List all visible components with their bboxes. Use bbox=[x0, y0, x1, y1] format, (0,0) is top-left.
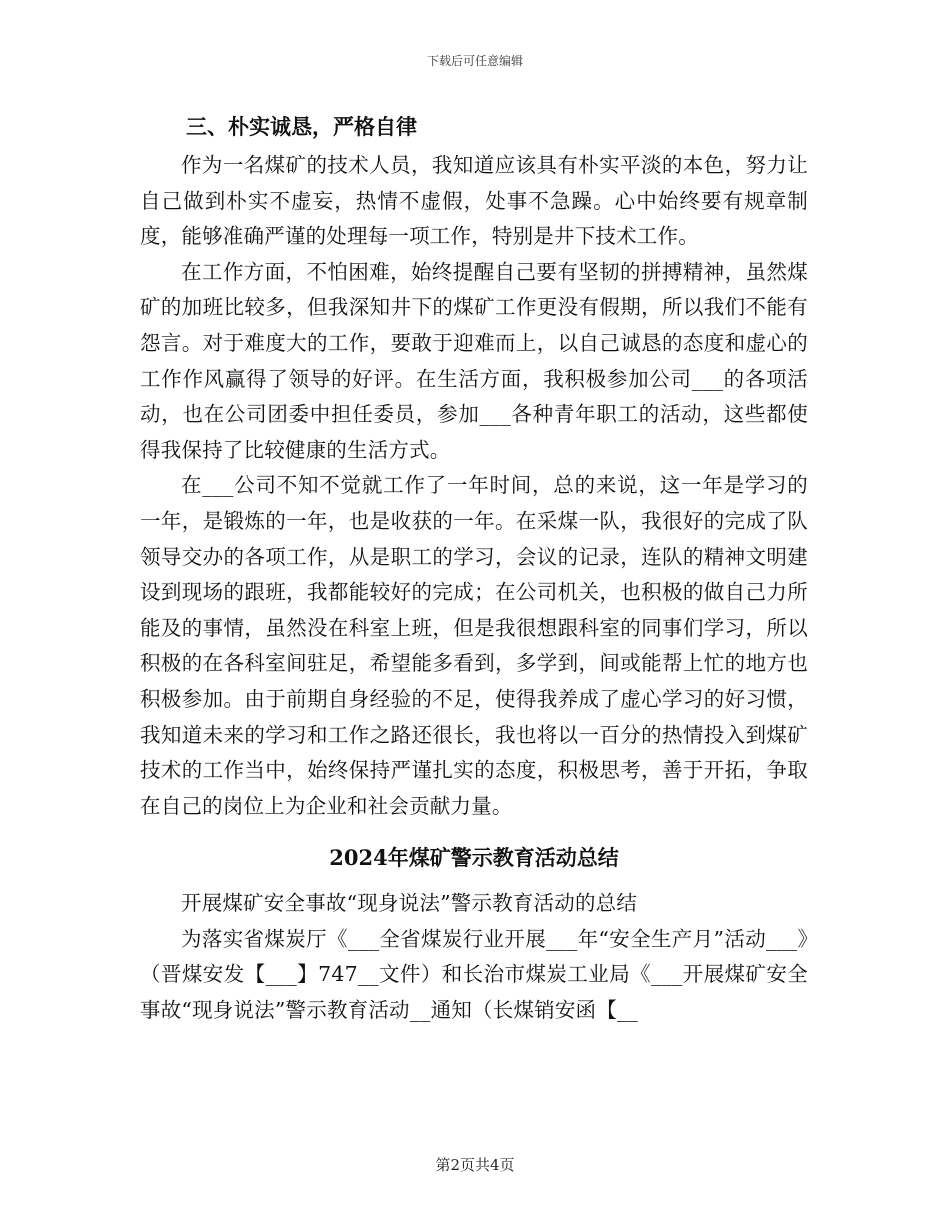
page-header-note: 下载后可任意编辑 bbox=[426, 54, 523, 68]
document-title: 2024年煤矿警示教育活动总结 bbox=[329, 845, 619, 871]
body-paragraph: 作为一名煤矿的技术人员，我知道应该具有朴实平淡的本色，努力让自己做到朴实不虚妄，热情不虚假，处事不急躁。心中始终要有规章制度，能够准确严谨的处理每一项工作，特别是井下技术工作。 bbox=[140, 153, 808, 249]
document-body bbox=[140, 108, 808, 1029]
body-paragraph: 为落实省煤炭厅《___全省煤炭行业开展___年“安全生产月”活动___》（晋煤安发【___】747__文件）和长治市煤炭工业局《___开展煤矿安全事故“现身说法”警示教育活动__通知（长煤销安函【__ bbox=[140, 926, 808, 1023]
body-paragraph: 开展煤矿安全事故“现身说法”警示教育活动的总结 bbox=[181, 891, 638, 916]
body-paragraph: 在工作方面，不怕困难，始终提醒自己要有坚韧的拼搏精神，虽然煤矿的加班比较多，但我深知井下的煤矿工作更没有假期，所以我们不能有怨言。对于难度大的工作，要敢于迎难而上，以自己诚恳的态度和虚心的工作作风赢得了领导的好评。在生活方面，我积极参加公司___的各项活动，也在公司团委中担任委员，参加___各种青年职工的活动，这些都使得我保持了比较健康的生活方式。 bbox=[140, 259, 808, 462]
page-number: 第2页共4页 bbox=[435, 1156, 515, 1174]
section-heading: 三、朴实诚恳，严格自律 bbox=[186, 114, 417, 139]
body-paragraph: 在___公司不知不觉就工作了一年时间，总的来说，这一年是学习的一年，是锻炼的一年，也是收获的一年。在采煤一队，我很好的完成了队领导交办的各项工作，从是职工的学习，会议的记录，连队的精神文明建设到现场的跟班，我都能较好的完成；在公司机关，也积极的做自己力所能及的事情，虽然没在科室上班，但是我很想跟科室的同事们学习，所以积极的在各科室间驻足，希望能多看到，多学到，间或能帮上忙的地方也积极参加。由于前期自身经验的不足，使得我养成了虚心学习的好习惯，我知道未来的学习和工作之路还很长，我也将以一百分的热情投入到煤矿技术的工作当中，始终保持严谨扎实的态度，积极思考，善于开拓，争取在自己的岗位上为企业和社会贡献力量。 bbox=[140, 473, 808, 818]
